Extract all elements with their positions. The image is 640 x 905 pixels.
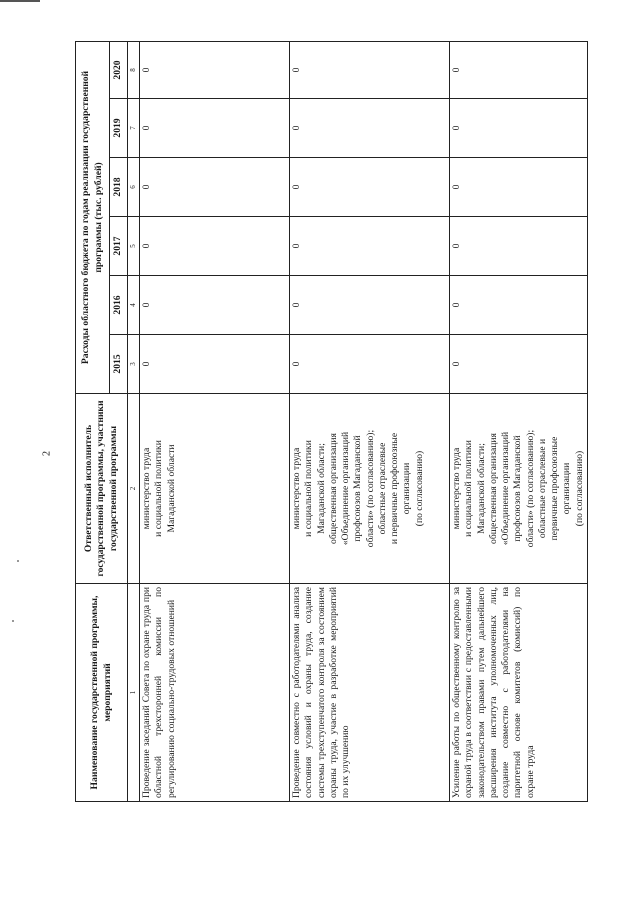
executor-line: Магаданской области; bbox=[475, 443, 487, 534]
header-year: 2020 bbox=[110, 41, 128, 98]
executor-line: Магаданской области; bbox=[315, 443, 327, 534]
expense-value: 0 bbox=[450, 276, 588, 335]
executor-line: министерство труда bbox=[451, 447, 462, 530]
executor-line: Магаданской области bbox=[165, 444, 177, 533]
table-row bbox=[140, 41, 290, 801]
executor-line: общественная организация bbox=[327, 433, 339, 544]
executor-line: и социальной политики bbox=[153, 440, 165, 537]
executor-line: и социальной политики bbox=[303, 440, 315, 537]
header-expenses: Расходы областного бюджета по годам реализации государственной программы (тыс. рублей) bbox=[76, 41, 110, 393]
executor-line: «Объединение организаций bbox=[500, 431, 512, 546]
executor-line: области» (по согласованию); bbox=[364, 429, 376, 548]
executor-line: областные отраслевые bbox=[376, 442, 388, 535]
column-number: 3 bbox=[128, 335, 140, 394]
expense-value: 0 bbox=[290, 335, 450, 394]
column-number: 4 bbox=[128, 276, 140, 335]
responsible-executor bbox=[450, 394, 588, 584]
expense-value: 0 bbox=[140, 276, 290, 335]
scan-speck bbox=[12, 620, 14, 622]
table-row bbox=[450, 41, 588, 801]
responsible-executor bbox=[290, 394, 450, 584]
executor-line: профсоюзов Магаданской bbox=[352, 435, 364, 542]
executor-line: и социальной политики bbox=[463, 440, 475, 537]
executor-line: министерство труда bbox=[141, 447, 152, 530]
column-number: 8 bbox=[128, 41, 140, 98]
rotated-table-layer bbox=[75, 42, 585, 802]
column-number: 6 bbox=[128, 158, 140, 217]
column-number: 2 bbox=[128, 394, 140, 584]
expense-value: 0 bbox=[290, 41, 450, 98]
expense-value: 0 bbox=[290, 158, 450, 217]
column-number: 1 bbox=[128, 584, 140, 802]
header-row bbox=[76, 41, 110, 801]
executor-line: и первичные профсоюзные bbox=[389, 432, 401, 545]
expense-value: 0 bbox=[290, 276, 450, 335]
expense-value: 0 bbox=[450, 217, 588, 276]
program-activity-name: Проведение заседаний Совета по охране труда при областной трехсторонней комиссии по регулированию социально-трудовых отношений bbox=[140, 584, 290, 802]
program-activity-name: Усиление работы по общественному контролю за охраной труда в соответствии с предоставленными законодательством правами путем дальнейшего расширения института уполномоченных лиц, создание совместно с работодателями на паритетной основе комитетов (комиссий) по охране труда bbox=[450, 584, 588, 802]
header-year: 2018 bbox=[110, 158, 128, 217]
executor-line: общественная организация bbox=[487, 433, 499, 544]
responsible-executor bbox=[140, 394, 290, 584]
executor-line: областные отраслевые и bbox=[536, 438, 548, 539]
expense-value: 0 bbox=[140, 99, 290, 158]
expense-value: 0 bbox=[140, 217, 290, 276]
executor-line: организации bbox=[401, 462, 413, 515]
header-program-name: Наименование государственной программы, мероприятий bbox=[76, 584, 128, 802]
header-year: 2015 bbox=[110, 335, 128, 394]
program-table bbox=[75, 41, 588, 802]
executor-line: (по согласованию) bbox=[573, 450, 585, 527]
executor-line: области» (по согласованию); bbox=[524, 429, 536, 548]
rotated-table-frame bbox=[75, 42, 585, 802]
executor-line: министерство труда bbox=[291, 447, 302, 530]
header-year: 2019 bbox=[110, 99, 128, 158]
expense-value: 0 bbox=[450, 335, 588, 394]
expense-value: 0 bbox=[290, 217, 450, 276]
table-row bbox=[290, 41, 450, 801]
expense-value: 0 bbox=[140, 158, 290, 217]
executor-line: (по согласованию) bbox=[413, 450, 425, 527]
executor-line: организации bbox=[561, 462, 573, 515]
executor-line: профсоюзов Магаданской bbox=[512, 435, 524, 542]
executor-line: первичные профсоюзные bbox=[549, 436, 561, 541]
executor-line: «Объединение организаций bbox=[340, 431, 352, 546]
page-number: 2 bbox=[41, 451, 53, 456]
header-year: 2016 bbox=[110, 276, 128, 335]
scan-corner-mark bbox=[0, 0, 40, 2]
header-year: 2017 bbox=[110, 217, 128, 276]
expense-value: 0 bbox=[140, 335, 290, 394]
program-activity-name: Проведение совместно с работодателями анализа состояния условий и охраны труда, создание системы трехступенчатого контроля за состоянием охраны труда, участие в разработке мероприятий по их улучшению bbox=[290, 584, 450, 802]
column-number: 7 bbox=[128, 99, 140, 158]
expense-value: 0 bbox=[450, 41, 588, 98]
expense-value: 0 bbox=[140, 41, 290, 98]
column-number-row bbox=[128, 41, 140, 801]
expense-value: 0 bbox=[450, 158, 588, 217]
expense-value: 0 bbox=[450, 99, 588, 158]
header-executor: Ответственный исполнитель государственной программы, участники государственной программы bbox=[76, 394, 128, 584]
expense-value: 0 bbox=[290, 99, 450, 158]
column-number: 5 bbox=[128, 217, 140, 276]
scan-speck bbox=[17, 560, 19, 562]
